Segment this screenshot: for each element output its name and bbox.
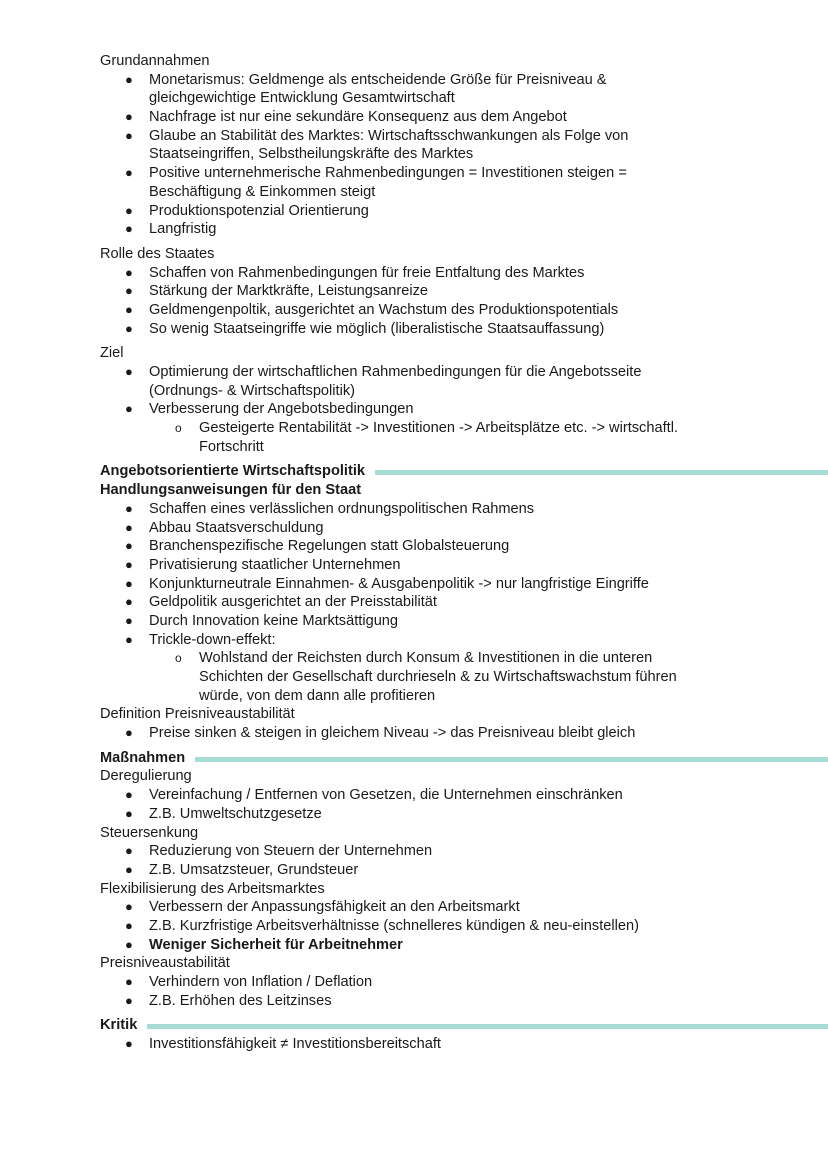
subheading [100, 705, 828, 724]
bullet-icon: ● [125, 301, 133, 317]
list-item [100, 264, 828, 283]
list-item [100, 127, 828, 146]
list-item-text: Stärkung der Marktkräfte, Leistungsanreize [149, 283, 429, 300]
list-item-text: gleichgewichtige Entwicklung Gesamtwirtschaft [149, 90, 455, 107]
list-item [100, 861, 828, 880]
list-item-text: Monetarismus: Geldmenge als entscheidende Größe für Preisniveau & [149, 71, 607, 88]
bullet-icon: ● [125, 202, 133, 218]
subheading [100, 824, 828, 843]
subheading-text: Ziel [100, 345, 124, 362]
list-item-text: Positive unternehmerische Rahmenbedingungen = Investitionen steigen = [149, 165, 627, 182]
bullet-icon: ● [125, 320, 133, 336]
bullet-icon: ● [125, 127, 133, 143]
sub-list-item-continuation [100, 438, 828, 457]
list-item-text: Schaffen eines verlässlichen ordnungspolitischen Rahmens [149, 500, 535, 517]
section-heading [100, 462, 828, 481]
circle-bullet-icon: o [175, 421, 182, 436]
list-item-continuation [100, 145, 828, 164]
bullet-icon: ● [125, 401, 133, 417]
list-item [100, 202, 828, 221]
list-item-text: Reduzierung von Steuern der Unternehmen [149, 843, 433, 860]
circle-bullet-icon: o [175, 651, 182, 666]
list-item-text: Z.B. Erhöhen des Leitzinses [149, 992, 332, 1009]
list-item [100, 320, 828, 339]
bullet-icon: ● [125, 787, 133, 803]
list-item-text: Konjunkturneutrale Einnahmen- & Ausgabenpolitik -> nur langfristige Eingriffe [149, 575, 649, 592]
sub-list-item-text: Gesteigerte Rentabilität -> Investitionen -> Arbeitsplätze etc. -> wirtschaftl. [199, 420, 678, 437]
list-item-text: So wenig Staatseingriffe wie möglich (liberalistische Staatsauffassung) [149, 320, 605, 337]
list-item-text: Produktionspotenzial Orientierung [149, 202, 369, 219]
bullet-icon: ● [125, 109, 133, 125]
sub-list-item-continuation [100, 687, 828, 706]
bullet-icon: ● [125, 974, 133, 989]
list-item [100, 917, 828, 936]
list-item-text: Z.B. Umsatzsteuer, Grundsteuer [149, 861, 359, 878]
list-item-text: Durch Innovation keine Marktsättigung [149, 612, 399, 629]
list-item [100, 898, 828, 917]
subheading [100, 245, 828, 264]
bullet-icon: ● [125, 538, 133, 554]
bullet-icon: ● [125, 936, 133, 952]
subheading [100, 880, 828, 899]
list-item [100, 973, 828, 992]
subheading-text: Definition Preisniveaustabilität [100, 706, 295, 723]
list-item-text: Optimierung der wirtschaftlichen Rahmenbedingungen für die Angebotsseite [149, 364, 642, 380]
bullet-icon: ● [125, 861, 133, 877]
list-item-text: Branchenspezifische Regelungen statt Globalsteuerung [149, 538, 510, 555]
list-item [100, 500, 828, 519]
subheading-text: Grundannahmen [100, 53, 210, 69]
list-item-text: Vereinfachung / Entfernen von Gesetzen, die Unternehmen einschränken [149, 787, 623, 804]
section-divider [195, 757, 828, 762]
list-item-text: Weniger Sicherheit für Arbeitnehmer [149, 936, 403, 953]
list-item-text: Langfristig [149, 221, 217, 238]
list-item [100, 363, 828, 382]
sub-list-item-text: Wohlstand der Reichsten durch Konsum & Investitionen in die unteren [199, 650, 653, 667]
sub-list-item-text: Fortschritt [199, 438, 264, 455]
sub-list-item-text: würde, von dem dann alle profitieren [199, 687, 436, 704]
list-item-text: Z.B. Kurzfristige Arbeitsverhältnisse (schnelleres kündigen & neu-einstellen) [149, 917, 639, 934]
list-item [100, 805, 828, 824]
sub-list-item-continuation [100, 668, 828, 687]
section-heading [100, 749, 828, 768]
section-title: Angebotsorientierte Wirtschaftspolitik [100, 463, 366, 480]
list-item-text: Staatseingriffen, Selbstheilungskräfte des Marktes [149, 146, 474, 163]
bullet-icon: ● [125, 221, 133, 237]
section-divider [147, 1024, 828, 1029]
list-item-text: Trickle-down-effekt: [149, 631, 276, 648]
sub-list-item-text: Schichten der Gesellschaft durchrieseln & zu Wirtschaftswachstum führen [199, 669, 677, 685]
subheading [100, 954, 828, 973]
bullet-icon: ● [125, 556, 133, 572]
list-item [100, 556, 828, 575]
list-item [100, 71, 828, 90]
list-item [100, 593, 828, 612]
bullet-icon: ● [125, 992, 133, 1008]
list-item [100, 575, 828, 594]
list-item-text: Verbesserung der Angebotsbedingungen [149, 401, 414, 418]
bullet-icon: ● [125, 71, 133, 87]
list-item-text: (Ordnungs- & Wirtschaftspolitik) [149, 382, 355, 399]
list-item-text: Geldpolitik ausgerichtet an der Preisstabilität [149, 594, 437, 611]
list-item [100, 631, 828, 650]
bullet-icon: ● [125, 899, 133, 915]
list-item-continuation [100, 89, 828, 108]
section-title: Kritik [100, 1017, 138, 1034]
bullet-icon: ● [125, 843, 133, 859]
bold-heading [100, 481, 828, 500]
list-item-text: Privatisierung staatlicher Unternehmen [149, 556, 401, 573]
list-item-text: Nachfrage ist nur eine sekundäre Konsequenz aus dem Angebot [149, 109, 567, 126]
list-item-text: Verbessern der Anpassungsfähigkeit an den Arbeitsmarkt [149, 899, 520, 916]
section-divider [375, 470, 828, 475]
list-item-continuation [100, 183, 828, 202]
list-item-text: Abbau Staatsverschuldung [149, 519, 324, 536]
bullet-icon: ● [125, 519, 133, 535]
list-item [100, 220, 828, 239]
subheading-text: Flexibilisierung des Arbeitsmarktes [100, 880, 325, 897]
subheading [100, 344, 828, 363]
list-item [100, 724, 828, 743]
list-item-text: Verhindern von Inflation / Deflation [149, 974, 373, 990]
document-page [100, 52, 828, 1054]
subheading-text: Deregulierung [100, 768, 192, 785]
list-item-text: Glaube an Stabilität des Marktes: Wirtschaftsschwankungen als Folge von [149, 127, 629, 144]
subheading-text: Preisniveaustabilität [100, 955, 230, 972]
bullet-icon: ● [125, 165, 133, 181]
list-item [100, 842, 828, 861]
list-item [100, 786, 828, 805]
list-item-text: Beschäftigung & Einkommen steigt [149, 183, 376, 200]
bullet-icon: ● [125, 594, 133, 610]
list-item [100, 612, 828, 631]
list-item [100, 992, 828, 1011]
list-item-text: Investitionsfähigkeit ≠ Investitionsbereitschaft [149, 1036, 441, 1053]
subheading [100, 767, 828, 786]
list-item [100, 400, 828, 419]
list-item-text: Preise sinken & steigen in gleichem Niveau -> das Preisniveau bleibt gleich [149, 725, 636, 742]
list-item-text: Schaffen von Rahmenbedingungen für freie Entfaltung des Marktes [149, 264, 585, 281]
list-item [100, 519, 828, 538]
bullet-icon: ● [125, 500, 133, 516]
bullet-icon: ● [125, 612, 133, 628]
list-item-text: Geldmengenpoltik, ausgerichtet an Wachstum des Produktionspotentials [149, 301, 619, 318]
bullet-icon: ● [125, 725, 133, 741]
list-item [100, 936, 828, 955]
bullet-icon: ● [125, 264, 133, 280]
sub-list-item [100, 649, 828, 668]
list-item [100, 301, 828, 320]
list-item-text: Z.B. Umweltschutzgesetze [149, 805, 322, 822]
list-item [100, 164, 828, 183]
list-item [100, 1035, 828, 1054]
bullet-icon: ● [125, 283, 133, 299]
bullet-icon: ● [125, 631, 133, 647]
bullet-icon: ● [125, 917, 133, 933]
subheading [100, 52, 828, 71]
bullet-icon: ● [125, 364, 133, 379]
subheading-text: Steuersenkung [100, 824, 199, 841]
subheading-text: Rolle des Staates [100, 245, 215, 262]
bullet-icon: ● [125, 575, 133, 591]
list-item [100, 282, 828, 301]
bullet-icon: ● [125, 805, 133, 821]
bullet-icon: ● [125, 1036, 133, 1052]
list-item [100, 108, 828, 127]
list-item [100, 537, 828, 556]
section-title: Maßnahmen [100, 749, 186, 766]
bold-heading-text: Handlungsanweisungen für den Staat [100, 482, 362, 499]
section-heading [100, 1016, 828, 1035]
sub-list-item [100, 419, 828, 438]
list-item-continuation [100, 382, 828, 401]
